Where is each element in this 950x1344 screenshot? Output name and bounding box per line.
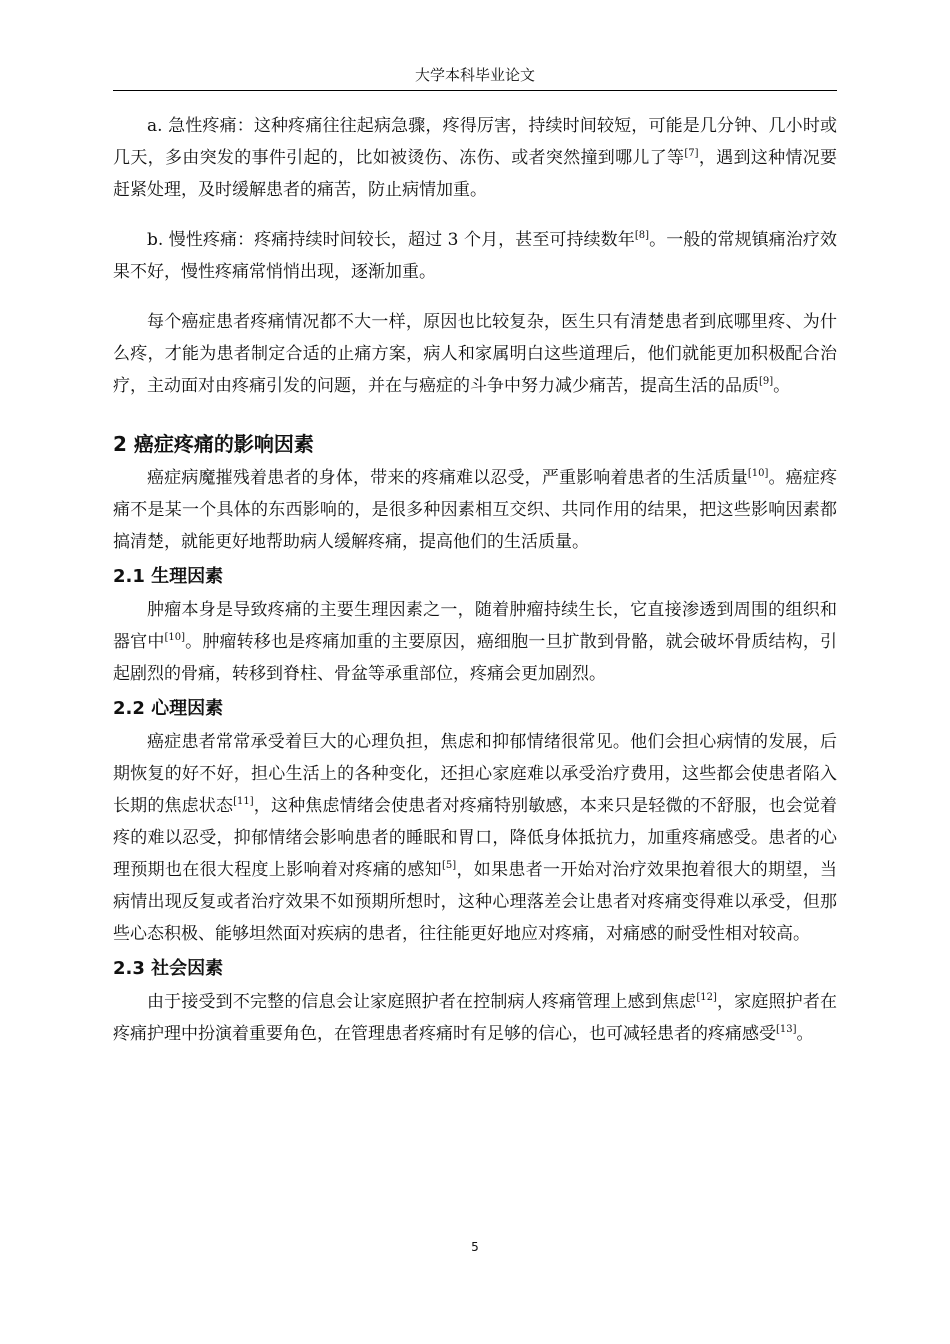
paragraph-text: 癌症患者常常承受着巨大的心理负担，焦虑和抑郁情绪很常见。他们会担心病情的发展，后期恢复的好不好，担心生活上的各种变化，还担心家庭难以承受治疗费用，这些都会使患者陷入长期的焦虑状态: [113, 732, 837, 816]
citation: [10]: [747, 468, 769, 479]
paragraph-acute-pain: [113, 110, 837, 206]
citation: [8]: [634, 230, 650, 241]
paragraph-text: ，这种焦虑情绪会使患者对疼痛特别敏感，本来只是轻微的不舒服，也会觉着疼的难以忍受，抑郁情绪会影响患者的睡眠和胃口，降低身体抵抗力，加重疼痛感受。患者的心理预期也在很大程度上影响着对疼痛的感知: [113, 796, 838, 880]
paragraph-text: 肿瘤本身是导致疼痛的主要生理因素之一，随着肿瘤持续生长，它直接渗透到周围的组织和器官中: [113, 600, 837, 652]
paragraph-section-2: [113, 462, 837, 558]
page-number: 5: [471, 1240, 479, 1254]
paragraph-pain-variation: [113, 306, 837, 402]
paragraph-text: 。一般的常规镇痛治疗效果不好，慢性疼痛常悄悄出现，逐渐加重。: [113, 230, 838, 282]
paragraph-section-2-3: [113, 986, 837, 1050]
paragraph-text: 每个癌症患者疼痛情况都不大一样，原因也比较复杂，医生只有清楚患者到底哪里疼、为什么疼，才能为患者制定合适的止痛方案，病人和家属明白这些道理后，他们就能更加积极配合治疗，主动面对由疼痛引发的问题，并在与癌症的斗争中努力减少痛苦，提高生活的品质: [113, 312, 837, 396]
paragraph-text: b. 慢性疼痛：疼痛持续时间较长，超过 3 个月，甚至可持续数年: [147, 230, 635, 250]
section-heading-2-2: 2.2 心理因素: [113, 698, 224, 719]
citation: [10]: [164, 632, 186, 643]
section-heading-2: 2 癌症疼痛的影响因素: [113, 432, 314, 456]
citation: [13]: [776, 1024, 797, 1035]
paragraph-text: 由于接受到不完整的信息会让家庭照护者在控制病人疼痛管理上感到焦虑: [147, 992, 697, 1012]
paragraph-text: 。癌症疼痛不是某一个具体的东西影响的，是很多种因素相互交织、共同作用的结果，把这些影响因素都搞清楚，就能更好地帮助病人缓解疼痛，提高他们的生活质量。: [113, 468, 838, 552]
paragraph-chronic-pain: [113, 224, 837, 288]
citation: [7]: [684, 148, 699, 159]
paragraph-text: ，家庭照护者在疼痛护理中扮演着重要角色，在管理患者疼痛时有足够的信心，也可减轻患者的疼痛感受: [113, 992, 838, 1044]
page-header: [113, 64, 837, 91]
page-body: [113, 110, 837, 1050]
paragraph-text: ，如果患者一开始对治疗效果抱着很大的期望，当病情出现反复或者治疗效果不如预期所想时，这种心理落差会让患者对疼痛变得难以承受，但那些心态积极、能够坦然面对疾病的患者，往往能更好地应对疼痛，对痛感的耐受性相对较高。: [113, 860, 838, 944]
citation: [5]: [441, 860, 457, 871]
paragraph-text: ，遇到这种情况要赶紧处理，及时缓解患者的痛苦，防止病情加重。: [113, 148, 838, 200]
paragraph-text: 。: [796, 1024, 814, 1044]
section-heading-2-1: 2.1 生理因素: [113, 566, 224, 587]
section-heading-2-3: 2.3 社会因素: [113, 958, 224, 979]
paragraph-section-2-1: [113, 594, 837, 690]
citation: [9]: [759, 376, 774, 387]
paragraph-text: 。肿瘤转移也是疼痛加重的主要原因，癌细胞一旦扩散到骨骼，就会破坏骨质结构，引起剧烈的骨痛，转移到脊柱、骨盆等承重部位，疼痛会更加剧烈。: [113, 632, 838, 684]
paragraph-section-2-2: [113, 726, 837, 950]
paragraph-text: 癌症病魔摧残着患者的身体，带来的疼痛难以忍受，严重影响着患者的生活质量: [147, 468, 748, 488]
paragraph-text: a. 急性疼痛：这种疼痛往往起病急骤，疼得厉害，持续时间较短，可能是几分钟、几小时或几天，多由突发的事件引起的，比如被烫伤、冻伤、或者突然撞到哪儿了等: [113, 116, 837, 168]
citation: [12]: [696, 992, 717, 1003]
header-title: 大学本科毕业论文: [414, 66, 535, 84]
citation: [11]: [233, 796, 254, 807]
paragraph-text: 。: [773, 376, 791, 396]
